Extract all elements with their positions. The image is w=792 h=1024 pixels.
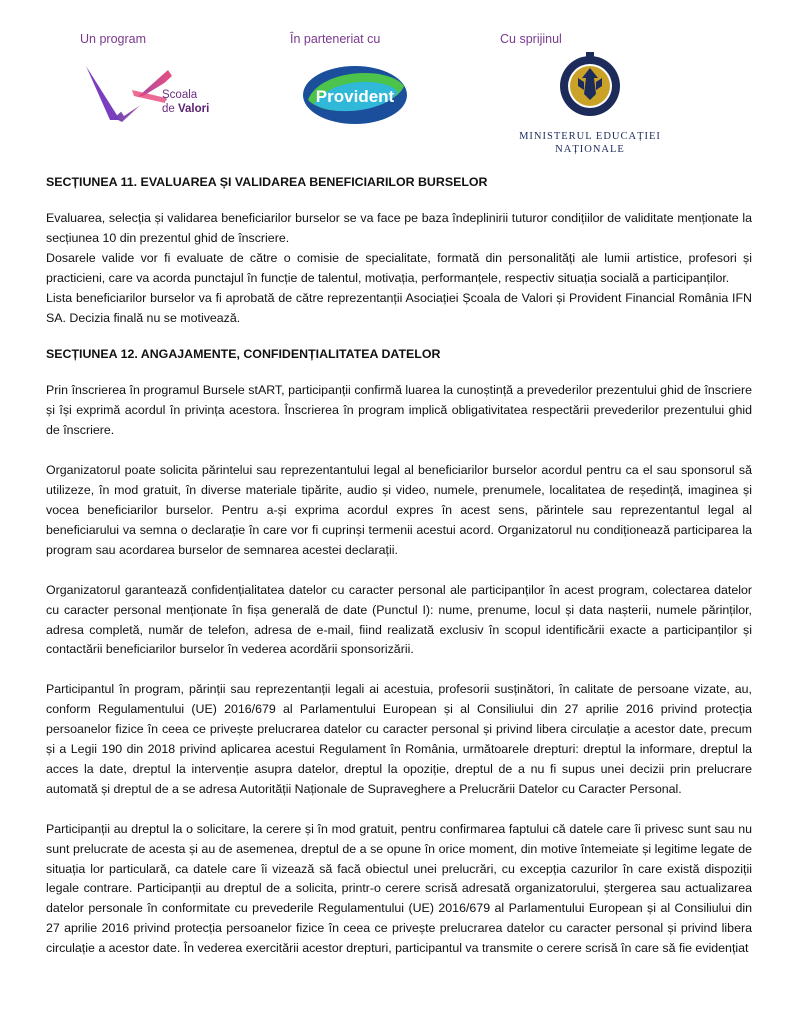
- section-11-title: SECȚIUNEA 11. EVALUAREA ȘI VALIDAREA BENEFICIARILOR BURSELOR: [46, 175, 488, 189]
- support-caption: Cu sprijinul: [500, 32, 562, 46]
- logo-line-2-bold: Valori: [178, 103, 210, 115]
- section-12-paragraph-5: Participanții au dreptul la o solicitare, la cerere și în mod gratuit, pentru confirmarea faptului că datele care îi privesc sunt sau nu sunt prelucrate de acesta și au de asemenea, dreptul de a se opune în orice moment, din motive întemeiate și legitime legate de situația lor particulară, ca datele care îi vizează să facă obiectul unei prelucrări, cu excepția cazurilor în care există dispoziții legale contrare. Participanții au dreptul de a solicita, printr-o cerere scrisă adresată organizatorului, ștergerea sau actualizarea datelor personale în conformitate cu prevederile Regulamentului (UE) 2016/679 al Parlamentului European și al Consiliului din 27 aprilie 2016 privind protecția persoanelor fizice în ceea ce privește prelucrarea datelor cu caracter personal și privind libera circulație a acestor date. În vederea exercitării acestor drepturi, participantul va transmite o cerere scrisă în care să fie evidențiat: [46, 821, 752, 956]
- logo-line-2-prefix: de: [162, 103, 178, 115]
- logo-line-1: Școala: [162, 89, 198, 101]
- program-partner: [80, 20, 280, 46]
- provident-wordmark: Provident: [315, 87, 395, 106]
- ministry-crest-icon: [540, 50, 640, 131]
- section-11-paragraph-1: Evaluarea, selecția și validarea beneficiarilor burselor se va face pe baza îndeplinirii tuturor condițiilor de validitate menționate la secțiunea 10 din prezentul ghid de înscriere.: [46, 211, 752, 245]
- section-12-paragraph-3: Organizatorul garantează confidențialitatea datelor cu caracter personal ale participanților în acest program, colectarea datelor cu caracter personal menționate în fișa generală de date (Punctul I): nume, prenume, locul și data nașterii, numele părinților, adresa completă, număr de telefon, adresa de e-mail, fiind realizată exclusiv în scopul identificării exacte a participanților și contactării beneficiarilor burselor în vederea acordării sponsorizării.: [46, 582, 752, 657]
- section-12-paragraph-4: Participantul în program, părinții sau reprezentanții legali ai acestuia, profesorii susținători, în calitate de persoane vizate, au, conform Regulamentului (UE) 2016/679 al Parlamentului European și al Consiliului din 27 aprilie 2016 privind protecția persoanelor fizice în ceea ce privește prelucrarea datelor cu caracter personal și privind libera circulație a acestor date, precum și a Legii 190 din 2018 privind aplicarea acestui Regulament în România, următoarele drepturi: dreptul la informare, dreptul la acces la date, dreptul la intervenție asupra datelor, dreptul la opoziție, dreptul de a nu fi supus unei decizii prin prelucrare automată și dreptul de a se adresa Autorității Naționale de Supraveghere a Prelucrării Datelor cu Caracter Personal.: [46, 682, 752, 796]
- section-12-title: SECȚIUNEA 12. ANGAJAMENTE, CONFIDENȚIALITATEA DATELOR: [46, 347, 441, 362]
- ministry-line-2: NAȚIONALE: [555, 144, 625, 155]
- logo-line-2: [162, 102, 209, 116]
- provident-logo: [300, 64, 410, 131]
- ministry-name: [504, 130, 676, 156]
- partnership-caption: În parteneriat cu: [290, 32, 381, 46]
- partnership-partner: [290, 20, 490, 46]
- document-body: [46, 172, 752, 959]
- section-11-paragraph-3: Lista beneficiarilor burselor va fi aprobată de către reprezentanții Asociației Școala de Valori și Provident Financial România IFN SA. Decizia finală nu se motivează.: [46, 290, 752, 325]
- section-11-paragraph-2: Dosarele valide vor fi evaluate de către o comisie de specialitate, formată din personalități ale lumii artistice, profesori și practicieni, care va acorda punctajul în funcție de talentul, motivația, performanțele, respectiv situația socială a participanților.: [46, 250, 752, 285]
- section-12-paragraph-2: Organizatorul poate solicita părintelui sau reprezentantului legal al beneficiarilor burselor acordul pentru ca el sau sponsorul să utilizeze, în mod gratuit, în diverse materiale tipărite, audio și video, numele, prenumele, localitatea de reședință, imaginea și vocea beneficiarilor burselor. Pentru a-și exprima acordul expres în acest sens, părintele sau reprezentantul legal al beneficiarului va semna o declarație în care vor fi cuprinși termenii acestui acord. Organizatorul nu condiționează participarea la program sau acordarea burselor de semnarea acestei declarații.: [46, 463, 752, 557]
- support-partner: [500, 20, 730, 46]
- scoala-de-valori-wordmark: [162, 88, 209, 116]
- program-caption: Un program: [80, 32, 146, 46]
- partner-header: [60, 20, 730, 155]
- ministry-line-1: MINISTERUL EDUCAȚIEI: [519, 131, 661, 142]
- section-12-paragraph-1: Prin înscrierea în programul Bursele stART, participanții confirmă luarea la cunoștință a prevederilor prezentului ghid de înscriere și își exprimă acordul în privința acestora. Înscrierea în program implică obligativitatea respectării prevederilor prezentului ghid de înscriere.: [46, 383, 752, 438]
